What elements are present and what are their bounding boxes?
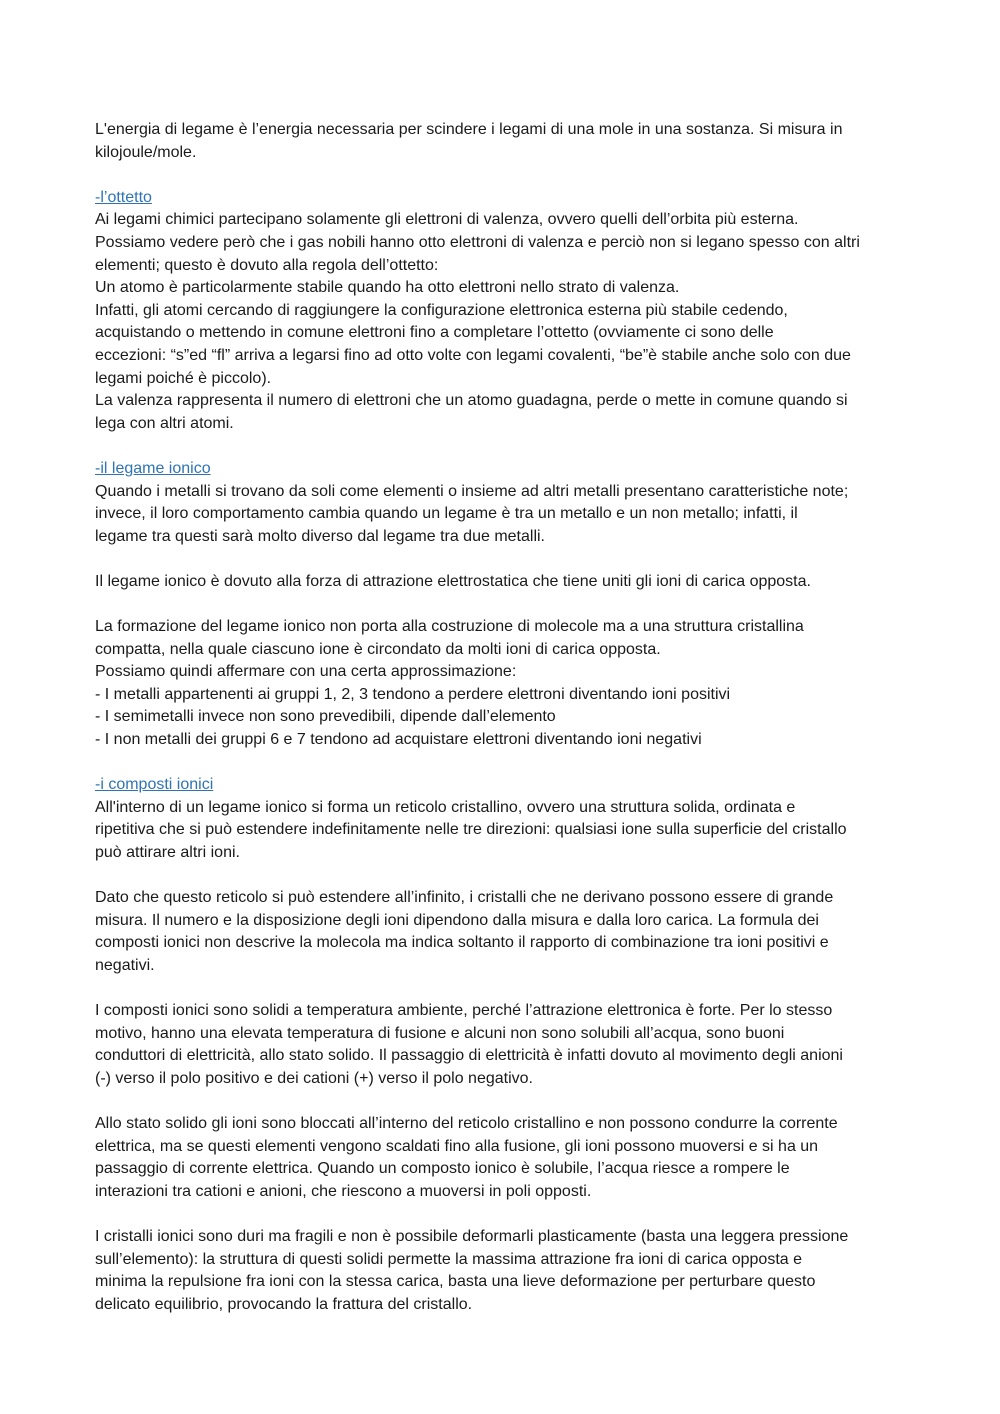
ottetto-paragraph bbox=[95, 209, 907, 435]
text-line: Possiamo vedere però che i gas nobili hanno otto elettroni di valenza e perciò non si legano spesso con altri bbox=[95, 233, 860, 251]
text-line: lega con altri atomi. bbox=[95, 414, 234, 432]
section-heading-composti-ionici bbox=[95, 774, 907, 797]
text-line: La valenza rappresenta il numero di elettroni che un atomo guadagna, perde o mette in comune quando si bbox=[95, 392, 848, 410]
heading-link-ottetto[interactable]: -l’ottetto bbox=[95, 188, 152, 206]
text-line: (-) verso il polo positivo e dei cationi (+) verso il polo negativo. bbox=[95, 1069, 533, 1087]
text-line: elettrica, ma se questi elementi vengono scaldati fino alla fusione, gli ioni possono muoversi e si ha un bbox=[95, 1137, 819, 1155]
section-heading-legame-ionico bbox=[95, 458, 907, 481]
paragraph-spacer bbox=[95, 1204, 907, 1227]
text-line: acquistando o mettendo in comune elettroni fino a completare l’ottetto (ovviamente ci sono delle bbox=[95, 324, 774, 342]
text-line: invece, il loro comportamento cambia quando un legame è tra un metallo e un non metallo; infatti, il bbox=[95, 505, 798, 523]
text-line: Il legame ionico è dovuto alla forza di attrazione elettrostatica che tiene uniti gli ioni di carica opposta. bbox=[95, 572, 811, 590]
text-line: Quando i metalli si trovano da soli come elementi o insieme ad altri metalli presentano caratteristiche note; bbox=[95, 482, 849, 500]
text-line: I composti ionici sono solidi a temperatura ambiente, perché l’attrazione elettronica è forte. Per lo stesso bbox=[95, 1002, 833, 1020]
text-line: Dato che questo reticolo si può estendere all’infinito, i cristalli che ne derivano possono essere di grande bbox=[95, 889, 834, 907]
text-line: conduttori di elettricità, allo stato solido. Il passaggio di elettricità è infatti dovuto al movimento degli anioni bbox=[95, 1047, 843, 1065]
text-line: I cristalli ionici sono duri ma fragili e non è possibile deformarli plasticamente (basta una leggera pressione bbox=[95, 1228, 849, 1246]
text-line: minima la repulsione fra ioni con la stessa carica, basta una lieve deformazione per perturbare questo bbox=[95, 1273, 816, 1291]
text-line: All'interno di un legame ionico si forma un reticolo cristallino, ovvero una struttura solida, ordinata e bbox=[95, 798, 796, 816]
paragraph-spacer bbox=[95, 593, 907, 616]
text-line: composti ionici non descrive la molecola ma indica soltanto il rapporto di combinazione tra ioni positivi e bbox=[95, 934, 829, 952]
paragraph-spacer bbox=[95, 164, 907, 187]
paragraph-spacer bbox=[95, 865, 907, 888]
text-line: Un atomo è particolarmente stabile quando ha otto elettroni nello strato di valenza. bbox=[95, 279, 680, 297]
text-line: Ai legami chimici partecipano solamente gli elettroni di valenza, ovvero quelli dell’orbita più esterna. bbox=[95, 211, 799, 229]
composti-ionici-paragraph-3 bbox=[95, 1000, 907, 1090]
paragraph-spacer bbox=[95, 1091, 907, 1114]
composti-ionici-paragraph-5 bbox=[95, 1226, 907, 1316]
paragraph-spacer bbox=[95, 978, 907, 1001]
heading-link-legame-ionico[interactable]: -il legame ionico bbox=[95, 459, 211, 477]
composti-ionici-paragraph-4 bbox=[95, 1113, 907, 1203]
heading-link-composti-ionici[interactable]: -i composti ionici bbox=[95, 776, 214, 794]
paragraph-spacer bbox=[95, 752, 907, 775]
text-line: interazioni tra cationi e anioni, che riescono a muoversi in poli opposti. bbox=[95, 1182, 592, 1200]
list-item: - I metalli appartenenti ai gruppi 1, 2, 3 tendono a perdere elettroni diventando ioni positivi bbox=[95, 685, 731, 703]
text-line: delicato equilibrio, provocando la frattura del cristallo. bbox=[95, 1295, 473, 1313]
legame-ionico-paragraph-2 bbox=[95, 571, 907, 594]
paragraph-spacer bbox=[95, 548, 907, 571]
text-line: misura. Il numero e la disposizione degli ioni dipendono dalla misura e dalla loro carica. La formula dei bbox=[95, 911, 819, 929]
text-line: motivo, hanno una elevata temperatura di fusione e alcuni non sono solubili all’acqua, sono buoni bbox=[95, 1024, 785, 1042]
text-line: L'energia di legame è l’energia necessaria per scindere i legami di una mole in una sostanza. Si misura in bbox=[95, 121, 843, 138]
text-line: Possiamo quindi affermare con una certa approssimazione: bbox=[95, 663, 517, 681]
text-line: sull’elemento): la struttura di questi solidi permette la massima attrazione fra ioni di carica opposta e bbox=[95, 1250, 802, 1268]
composti-ionici-paragraph-2 bbox=[95, 887, 907, 977]
intro-paragraph bbox=[95, 119, 907, 164]
text-line: Allo stato solido gli ioni sono bloccati all’interno del reticolo cristallino e non possono condurre la corrente bbox=[95, 1115, 838, 1133]
text-line: passaggio di corrente elettrica. Quando un composto ionico è solubile, l’acqua riesce a rompere le bbox=[95, 1160, 790, 1178]
text-line: può attirare altri ioni. bbox=[95, 844, 240, 861]
paragraph-spacer bbox=[95, 435, 907, 458]
legame-ionico-paragraph-3 bbox=[95, 616, 907, 752]
text-line: elementi; questo è dovuto alla regola dell’ottetto: bbox=[95, 256, 439, 274]
list-item: - I semimetalli invece non sono prevedibili, dipende dall’elemento bbox=[95, 708, 556, 726]
text-line: negativi. bbox=[95, 956, 155, 974]
text-line: legame tra questi sarà molto diverso dal legame tra due metalli. bbox=[95, 527, 545, 545]
section-heading-ottetto bbox=[95, 187, 907, 210]
text-line: La formazione del legame ionico non porta alla costruzione di molecole ma a una struttura cristallina bbox=[95, 618, 804, 636]
text-line: kilojoule/mole. bbox=[95, 143, 197, 161]
text-line: eccezioni: “s”ed “fl” arriva a legarsi fino ad otto volte con legami covalenti, “be”è stabile anche solo con due bbox=[95, 346, 851, 364]
text-line: Infatti, gli atomi cercando di raggiungere la configurazione elettronica esterna più stabile cedendo, bbox=[95, 301, 788, 319]
text-line: ripetitiva che si può estendere indefinitamente nelle tre direzioni: qualsiasi ione sulla superficie del cristallo bbox=[95, 821, 847, 839]
composti-ionici-paragraph-1 bbox=[95, 797, 907, 865]
legame-ionico-paragraph-1 bbox=[95, 481, 907, 549]
text-line: compatta, nella quale ciascuno ione è circondato da molti ioni di carica opposta. bbox=[95, 640, 661, 658]
list-item: - I non metalli dei gruppi 6 e 7 tendono ad acquistare elettroni diventando ioni negativi bbox=[95, 731, 702, 749]
document-page bbox=[95, 119, 907, 1316]
text-line: legami poiché è piccolo). bbox=[95, 369, 272, 387]
